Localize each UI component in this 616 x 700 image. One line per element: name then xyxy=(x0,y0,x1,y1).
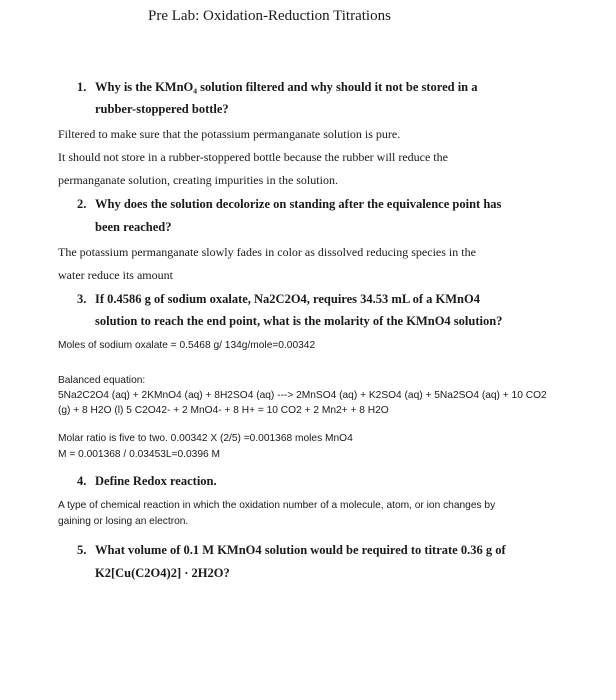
q2-number: 2. xyxy=(77,197,87,211)
q1-number: 1. xyxy=(77,80,87,94)
q3-number: 3. xyxy=(77,292,87,306)
q1-answer-line1: Filtered to make sure that the potassium permanganate solution is pure. xyxy=(58,127,401,141)
q4-number: 4. xyxy=(77,474,87,488)
q3-equation-line1: 5Na2C2O4 (aq) + 2KMnO4 (aq) + 8H2SO4 (aq) ---> 2MnSO4 (aq) + K2SO4 (aq) + 5Na2SO4 (aq) + 10 CO2 xyxy=(58,390,547,401)
q4-answer-line2: gaining or losing an electron. xyxy=(58,516,189,527)
page-title: Pre Lab: Oxidation-Reduction Titrations xyxy=(148,8,391,24)
q4-answer-line1: A type of chemical reaction in which the oxidation number of a molecule, atom, or ion changes by xyxy=(58,500,496,511)
q1-answer-line3: permanganate solution, creating impurities in the solution. xyxy=(58,173,338,187)
q5-number: 5. xyxy=(77,543,87,557)
q5-text-line2: K2[Cu(C2O4)2] · 2H2O? xyxy=(95,566,230,580)
q2-answer-line2: water reduce its amount xyxy=(58,268,173,282)
q3-balanced-label: Balanced equation: xyxy=(58,375,146,386)
q1-answer-line2: It should not store in a rubber-stoppered bottle because the rubber will reduce the xyxy=(58,150,448,164)
q1-text-line2: rubber-stoppered bottle? xyxy=(95,102,229,116)
q2-answer-line1: The potassium permanganate slowly fades in color as dissolved reducing species in the xyxy=(58,245,476,259)
q4-text-line1: Define Redox reaction. xyxy=(95,474,217,488)
q2-text-line1: Why does the solution decolorize on standing after the equivalence point has xyxy=(95,197,502,211)
q3-moles-calculation: Moles of sodium oxalate = 0.5468 g/ 134g/mole=0.00342 xyxy=(58,340,316,351)
q1-text-line1: Why is the KMnO₄ solution filtered and why should it not be stored in a xyxy=(95,80,478,94)
q2-text-line2: been reached? xyxy=(95,220,172,234)
q3-equation-line2: (g) + 8 H2O (l) 5 C2O42- + 2 MnO4- + 8 H+ = 10 CO2 + 2 Mn2+ + 8 H2O xyxy=(58,405,389,416)
q3-text-line1: If 0.4586 g of sodium oxalate, Na2C2O4, requires 34.53 mL of a KMnO4 xyxy=(95,292,480,306)
q5-text-line1: What volume of 0.1 M KMnO4 solution would be required to titrate 0.36 g of xyxy=(95,543,506,557)
q3-molar-ratio: Molar ratio is five to two. 0.00342 X (2/5) =0.001368 moles MnO4 xyxy=(58,433,353,444)
q3-text-line2: solution to reach the end point, what is the molarity of the KMnO4 solution? xyxy=(95,314,503,328)
q3-molarity-result: M = 0.001368 / 0.03453L=0.0396 M xyxy=(58,449,220,460)
